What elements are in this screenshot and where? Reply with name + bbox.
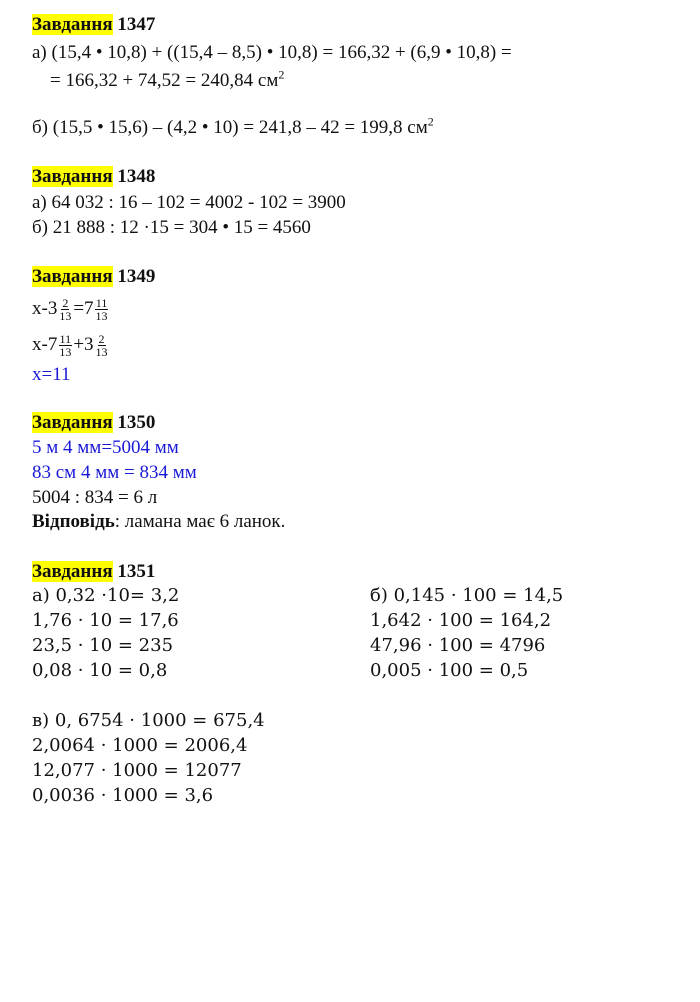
fraction-numerator: 2 (98, 332, 105, 347)
equation-text: x-7 (32, 334, 58, 355)
task-heading-1347 (32, 13, 155, 37)
fraction-denominator: 13 (59, 345, 72, 360)
task-1350-line-1: 5 м 4 мм=5004 мм (32, 437, 179, 458)
task-number: 1351 (117, 561, 156, 582)
task-1351-right-line: 47,96 · 100 = 4796 (370, 635, 546, 656)
fraction-denominator: 13 (59, 309, 72, 324)
task-heading-1351 (32, 560, 155, 584)
fraction-denominator: 13 (95, 309, 108, 324)
task-1350-answer (32, 510, 285, 534)
task-1349-answer: x=11 (32, 364, 71, 385)
equation-text: +3 (73, 334, 94, 355)
fraction-numerator: 11 (59, 332, 72, 347)
task-heading-word: Завдання (32, 561, 113, 582)
task-1348-b-line: б) 21 888 : 12 ·15 = 304 • 15 = 4560 (32, 217, 311, 238)
task-1350-line-3: 5004 : 834 = 6 л (32, 487, 158, 508)
task-number: 1348 (117, 166, 156, 187)
task-number: 1350 (117, 412, 156, 433)
fraction-numerator: 11 (95, 296, 108, 311)
task-heading-1350 (32, 411, 155, 435)
task-number: 1347 (117, 14, 156, 35)
fraction (95, 297, 109, 322)
task-heading-word: Завдання (32, 14, 113, 35)
task-1351-c-line: в) 0, 6754 · 1000 = 675,4 (32, 710, 265, 731)
task-1347-a-line-2-text: = 166,32 + 74,52 = 240,84 см (50, 70, 279, 91)
task-1351-right-line: 1,642 · 100 = 164,2 (370, 610, 552, 631)
equation-text: =7 (73, 298, 94, 319)
task-1351-right-line: б) 0,145 · 100 = 14,5 (370, 585, 564, 606)
equation-text: x-3 (32, 298, 58, 319)
task-1351-c-line: 2,0064 · 1000 = 2006,4 (32, 735, 248, 756)
task-1349-equation-1 (32, 292, 110, 326)
task-1347-b-text: б) (15,5 • 15,6) – (4,2 • 10) = 241,8 – 42 = 199,8 см (32, 117, 428, 138)
task-heading-word: Завдання (32, 166, 113, 187)
superscript-squared: 2 (427, 114, 434, 129)
task-1351-c-line: 0,0036 · 1000 = 3,6 (32, 785, 214, 806)
task-heading-word: Завдання (32, 266, 113, 287)
fraction-numerator: 2 (62, 296, 69, 311)
task-1351-left-line: 1,76 · 10 = 17,6 (32, 610, 179, 631)
task-1348-a-line: а) 64 032 : 16 – 102 = 4002 - 102 = 3900 (32, 192, 346, 213)
fraction-denominator: 13 (95, 345, 108, 360)
answer-label: Відповідь (32, 511, 115, 532)
task-number: 1349 (117, 266, 156, 287)
task-1351-left-line: а) 0,32 ·10= 3,2 (32, 585, 180, 606)
task-1347-a-line-1: а) (15,4 • 10,8) + ((15,4 – 8,5) • 10,8) = 166,32 + (6,9 • 10,8) = (32, 42, 512, 63)
task-1350-line-2: 83 см 4 мм = 834 мм (32, 462, 197, 483)
task-heading-word: Завдання (32, 412, 113, 433)
task-1351-left-line: 23,5 · 10 = 235 (32, 635, 174, 656)
fraction (95, 333, 109, 358)
fraction (58, 333, 72, 358)
task-1347-a-line-2 (50, 69, 284, 93)
superscript-squared: 2 (278, 67, 285, 82)
task-1349-equation-2 (32, 328, 110, 362)
task-heading-1349 (32, 265, 155, 289)
fraction (58, 297, 72, 322)
task-1347-b-line (32, 116, 434, 140)
answer-text: : ламана має 6 ланок. (114, 511, 286, 532)
task-1351-right-line: 0,005 · 100 = 0,5 (370, 660, 529, 681)
task-heading-1348 (32, 165, 155, 189)
task-1351-left-line: 0,08 · 10 = 0,8 (32, 660, 168, 681)
task-1351-c-line: 12,077 · 1000 = 12077 (32, 760, 242, 781)
